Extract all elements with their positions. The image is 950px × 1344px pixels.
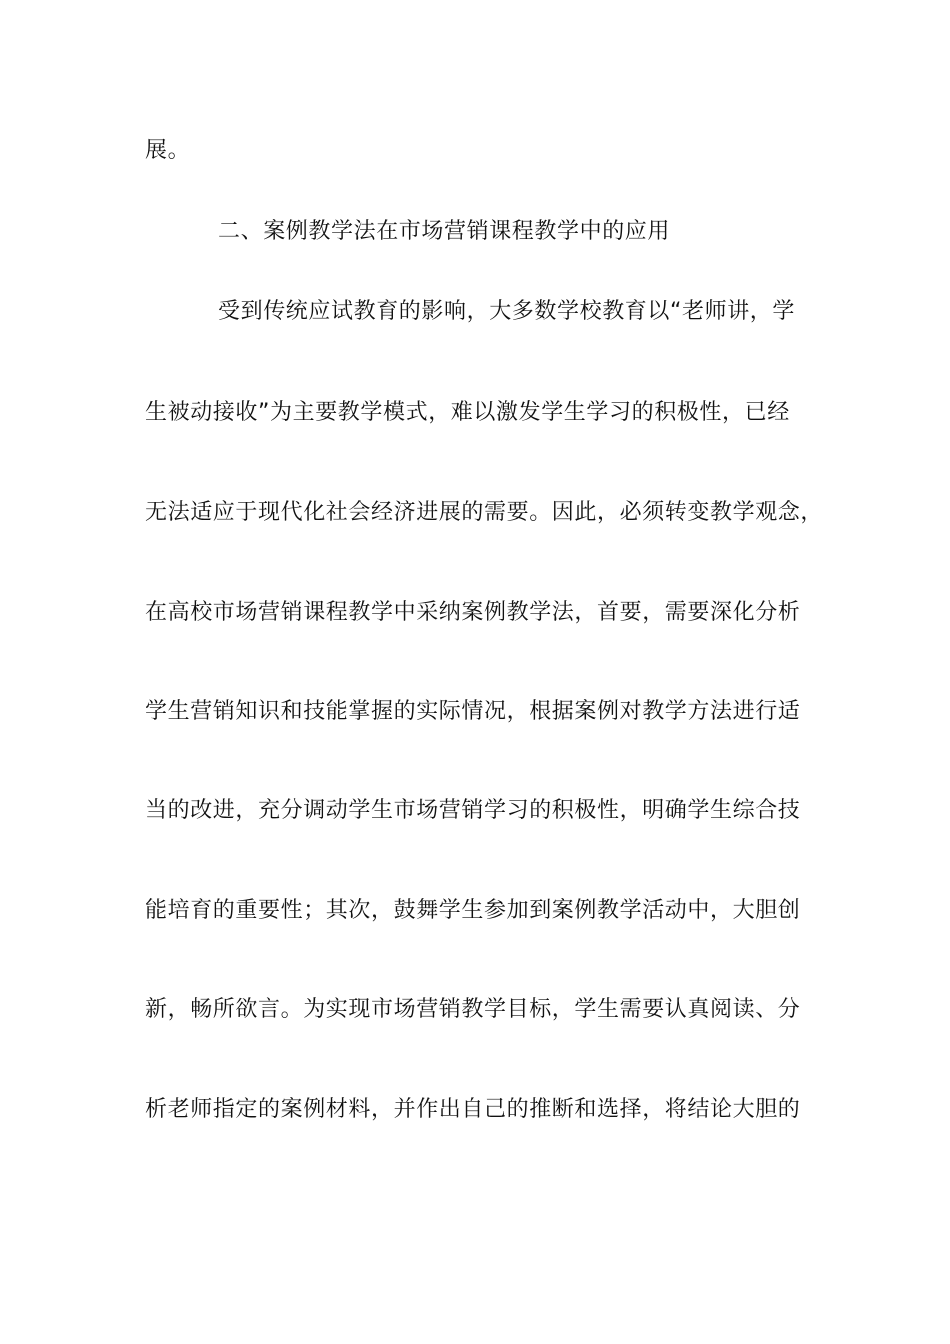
paragraph-line-continuation: 展。 — [145, 138, 191, 163]
section-heading: 二、案例教学法在市场营销课程教学中的应用 — [218, 219, 671, 244]
paragraph-line: 新，畅所欲言。为实现市场营销教学目标，学生需要认真阅读、分 — [145, 997, 801, 1022]
paragraph-line: 无法适应于现代化社会经济进展的需要。因此，必须转变教学观念， — [145, 500, 824, 525]
paragraph-line: 能培育的重要性；其次，鼓舞学生参加到案例教学活动中，大胆创 — [145, 898, 801, 923]
paragraph-line: 当的改进，充分调动学生市场营销学习的积极性，明确学生综合技 — [145, 798, 801, 823]
paragraph-line: 析老师指定的案例材料，并作出自己的推断和选择，将结论大胆的 — [145, 1097, 801, 1122]
paragraph-line: 生被动接收”为主要教学模式，难以激发学生学习的积极性，已经 — [145, 400, 790, 425]
paragraph-line: 受到传统应试教育的影响，大多数学校教育以“老师讲，学 — [218, 299, 795, 324]
paragraph-line: 学生营销知识和技能掌握的实际情况，根据案例对教学方法进行适 — [145, 699, 801, 724]
paragraph-line: 在高校市场营销课程教学中采纳案例教学法，首要，需要深化分析 — [145, 600, 801, 625]
